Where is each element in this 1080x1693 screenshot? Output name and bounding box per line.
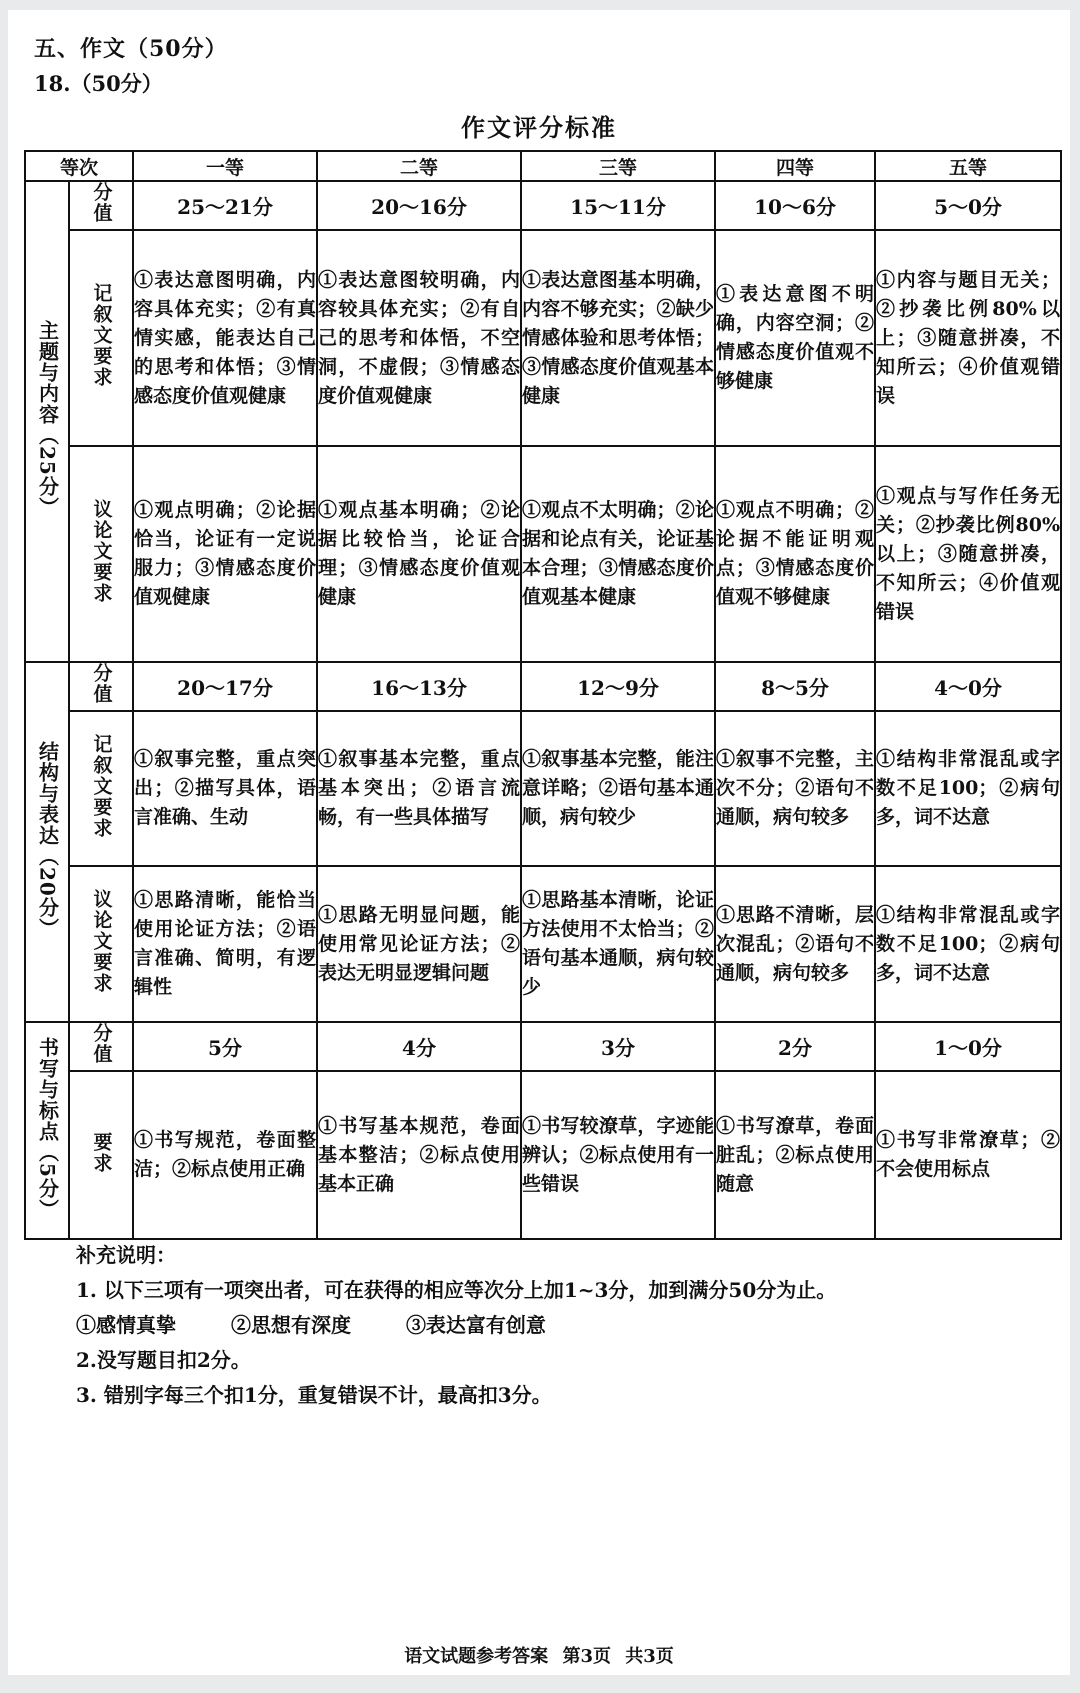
section-title: 五、作文（50分）	[34, 36, 228, 62]
score-label: 分值	[69, 662, 133, 711]
score-cell: 2分	[715, 1022, 875, 1071]
score-cell: 12～9分	[521, 662, 715, 711]
score-cell: 8～5分	[715, 662, 875, 711]
page-footer	[8, 1642, 1070, 1668]
score-label: 分值	[69, 1022, 133, 1071]
grade-header: 二等	[317, 151, 521, 181]
table-title: 作文评分标准	[461, 113, 617, 142]
grade-header: 一等	[133, 151, 317, 181]
criteria-cell: ①观点不太明确；②论据和论点有关，论证基本合理；③情感态度价值观基本健康	[521, 446, 715, 662]
criteria-cell: ①表达意图较明确，内容较具体充实；②有自己的思考和体悟，不空洞，不虚假；③情感态度价值观健康	[317, 230, 521, 446]
footer-page-total: 共3页	[625, 1646, 674, 1667]
row-label: 要求	[69, 1071, 133, 1239]
answer-sheet-page	[8, 10, 1070, 1675]
criteria-cell: ①观点与写作任务无关；②抄袭比例80%以上；③随意拼凑，不知所云；④价值观错误	[875, 446, 1061, 662]
criteria-cell: ①内容与题目无关；②抄袭比例80%以上；③随意拼凑，不知所云；④价值观错误	[875, 230, 1061, 446]
criteria-cell: ①叙事不完整，主次不分；②语句不通顺，病句较多	[715, 711, 875, 866]
score-cell: 20～16分	[317, 181, 521, 230]
criteria-cell: ①书写潦草，卷面脏乱；②标点使用随意	[715, 1071, 875, 1239]
criteria-cell: ①书写规范，卷面整洁；②标点使用正确	[133, 1071, 317, 1239]
score-cell: 15～11分	[521, 181, 715, 230]
criteria-row	[25, 1071, 1061, 1239]
criteria-cell: ①叙事完整，重点突出；②描写具体，语言准确、生动	[133, 711, 317, 866]
criteria-cell: ①思路不清晰，层次混乱；②语句不通顺，病句较多	[715, 866, 875, 1022]
bonus-items	[76, 1308, 1056, 1343]
score-cell: 5～0分	[875, 181, 1061, 230]
grade-header: 五等	[875, 151, 1061, 181]
bonus-item: ③表达富有创意	[405, 1313, 546, 1337]
criteria-row	[25, 711, 1061, 866]
criteria-row	[25, 866, 1061, 1022]
criteria-cell: ①思路清晰，能恰当使用论证方法；②语言准确、简明，有逻辑性	[133, 866, 317, 1022]
section-label: 书写与标点（5分）	[25, 1022, 69, 1239]
row-label: 议论文要求	[69, 446, 133, 662]
score-cell: 5分	[133, 1022, 317, 1071]
section-label: 主题与内容（25分）	[25, 181, 69, 662]
criteria-row	[25, 446, 1061, 662]
grade-header-row	[25, 151, 1061, 181]
criteria-cell: ①结构非常混乱或字数不足100；②病句多，词不达意	[875, 711, 1061, 866]
score-cell: 16～13分	[317, 662, 521, 711]
section-label: 结构与表达（20分）	[25, 662, 69, 1022]
footer-doc-name: 语文试题参考答案	[404, 1646, 549, 1667]
criteria-cell: ①结构非常混乱或字数不足100；②病句多，词不达意	[875, 866, 1061, 1022]
score-cell: 1～0分	[875, 1022, 1061, 1071]
row-label: 议论文要求	[69, 866, 133, 1022]
score-cell: 4分	[317, 1022, 521, 1071]
score-row	[25, 1022, 1061, 1071]
criteria-cell: ①观点不明确；②论据不能证明观点；③情感态度价值观不够健康	[715, 446, 875, 662]
score-cell: 20～17分	[133, 662, 317, 711]
score-cell: 3分	[521, 1022, 715, 1071]
criteria-cell: ①思路基本清晰，论证方法使用不太恰当；②语句基本通顺，病句较少	[521, 866, 715, 1022]
row-label: 记叙文要求	[69, 230, 133, 446]
grading-rubric-table	[24, 150, 1062, 1240]
criteria-cell: ①表达意图明确，内容具体充实；②有真情实感，能表达自己的思考和体悟；③情感态度价值观健康	[133, 230, 317, 446]
notes-heading: 补充说明：	[76, 1243, 176, 1267]
bonus-item: ②思想有深度	[230, 1313, 351, 1337]
supplementary-notes	[76, 1238, 1056, 1413]
score-row	[25, 662, 1061, 711]
criteria-cell: ①叙事基本完整，重点基本突出；②语言流畅，有一些具体描写	[317, 711, 521, 866]
score-row	[25, 181, 1061, 230]
criteria-row	[25, 230, 1061, 446]
corner-label: 等次	[25, 151, 133, 181]
note-item: 2.没写题目扣2分。	[76, 1348, 251, 1372]
note-item: 3. 错别字每三个扣1分，重复错误不计，最高扣3分。	[76, 1383, 552, 1407]
criteria-cell: ①观点明确；②论据恰当，论证有一定说服力；③情感态度价值观健康	[133, 446, 317, 662]
footer-page-number: 第3页	[562, 1646, 611, 1667]
criteria-cell: ①思路无明显问题，能使用常见论证方法；②表达无明显逻辑问题	[317, 866, 521, 1022]
criteria-cell: ①表达意图基本明确，内容不够充实；②缺少情感体验和思考体悟；③情感态度价值观基本健康	[521, 230, 715, 446]
criteria-cell: ①书写基本规范，卷面基本整洁；②标点使用基本正确	[317, 1071, 521, 1239]
score-cell: 10～6分	[715, 181, 875, 230]
criteria-cell: ①表达意图不明确，内容空洞；②情感态度价值观不够健康	[715, 230, 875, 446]
grade-header: 四等	[715, 151, 875, 181]
bonus-item: ①感情真挚	[76, 1313, 176, 1337]
criteria-cell: ①书写较潦草，字迹能辨认；②标点使用有一些错误	[521, 1071, 715, 1239]
criteria-cell: ①书写非常潦草；②不会使用标点	[875, 1071, 1061, 1239]
criteria-cell: ①叙事基本完整，能注意详略；②语句基本通顺，病句较少	[521, 711, 715, 866]
row-label: 记叙文要求	[69, 711, 133, 866]
note-item: 1. 以下三项有一项突出者，可在获得的相应等次分上加1~3分，加到满分50分为止。	[76, 1278, 837, 1302]
score-cell: 4～0分	[875, 662, 1061, 711]
question-number: 18.（50分）	[34, 71, 163, 96]
score-label: 分值	[69, 181, 133, 230]
grade-header: 三等	[521, 151, 715, 181]
score-cell: 25～21分	[133, 181, 317, 230]
criteria-cell: ①观点基本明确；②论据比较恰当，论证合理；③情感态度价值观健康	[317, 446, 521, 662]
